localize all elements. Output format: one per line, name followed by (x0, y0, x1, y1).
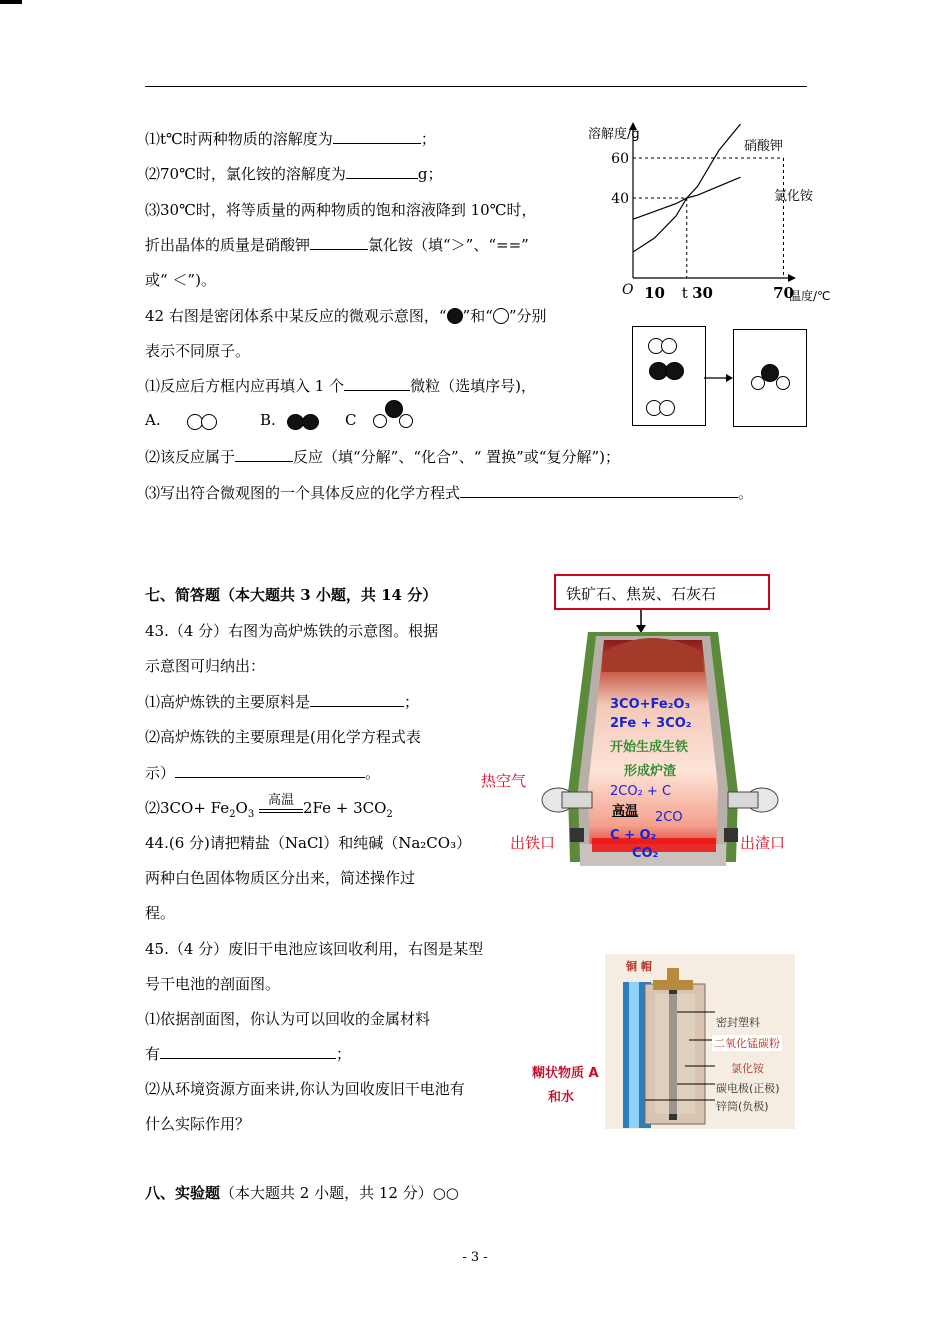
q43-line4: ⑵高炉炼铁的主要原理是(用化学方程式表 (145, 728, 421, 746)
answer-blank[interactable] (310, 692, 404, 707)
answer-blank[interactable] (160, 1044, 336, 1059)
q41-line2: ⑵70℃时，氯化铵的溶解度为 g； (145, 165, 443, 183)
x-tick-label: 70 (773, 284, 794, 302)
q45-line2: 号干电池的剖面图。 (145, 975, 281, 993)
x-tick-label: 30 (692, 284, 713, 302)
option-b-atom[interactable] (302, 414, 319, 430)
dark-atom-icon (447, 308, 463, 324)
answer-blank[interactable] (333, 129, 421, 144)
answer-blank[interactable] (460, 483, 738, 498)
battery-carbon-label: 碳电极(正极) (716, 1082, 780, 1095)
q44-line2: 两种白色固体物质区分出来，简述操作过 (145, 869, 416, 887)
series-label: 硝酸钾 (744, 139, 784, 154)
x-tick-label: 10 (644, 284, 665, 302)
reaction-arrow-icon (704, 372, 734, 384)
q43-line5: 示） 。 (145, 764, 381, 782)
light-atom (659, 400, 675, 416)
series-line (633, 124, 741, 252)
battery-cap-label: 铜 帽 (626, 960, 652, 973)
q43-line1: 43.（4 分）右图为高炉炼铁的示意图。根据 (145, 622, 439, 640)
battery-nh4cl-label: 氯化铵 (731, 1062, 764, 1075)
q43-line3: ⑴高炉炼铁的主要原料是 ； (145, 693, 420, 711)
option-a-atom[interactable] (201, 414, 217, 430)
battery-seal-label: 密封塑料 (716, 1016, 760, 1029)
x-tick-label: t (681, 284, 688, 302)
furnace-input-label: 铁矿石、焦炭、石灰石 (566, 585, 717, 603)
page-number: - 3 - (462, 1250, 488, 1265)
q44-line1: 44.(6 分)请把精盐（NaCl）和纯碱（Na₂CO₃） (145, 834, 472, 852)
option-c-label: C (345, 411, 357, 429)
option-c-atom[interactable] (373, 414, 387, 428)
header-rule (145, 86, 807, 87)
y-tick-label: 60 (611, 151, 629, 167)
reaction-condition: 高温 (259, 803, 303, 813)
q42-line4: ⑵该反应属于 反应（填“分解”、“化合”、“ 置换”或“复分解”)； (145, 448, 620, 466)
furnace-eq3a: C + O₂ (610, 828, 657, 843)
section8-title: 八、实验题（本大题共 2 小题，共 12 分）○○ (145, 1184, 459, 1202)
answer-blank[interactable] (235, 447, 293, 462)
furnace-eq3b: CO₂ (632, 846, 659, 861)
battery-water-label: 和水 (548, 1090, 575, 1105)
q44-line3: 程。 (145, 904, 176, 922)
q41-line4: 折出晶体的质量是硝酸钾 氯化铵（填“＞”、“==” (145, 236, 529, 254)
slag-outlet-label: 出渣口 (740, 834, 786, 852)
answer-blank[interactable] (310, 235, 368, 250)
furnace-eq2-condition: 高温 (612, 804, 639, 819)
light-atom-icon (493, 308, 509, 324)
dark-atom (761, 364, 779, 382)
section7-title: 七、简答题（本大题共 3 小题，共 14 分） (145, 586, 438, 604)
iron-outlet-label: 出铁口 (510, 834, 556, 852)
x-axis-arrow-icon (788, 274, 796, 282)
answer-blank[interactable] (346, 164, 418, 179)
light-atom (776, 376, 790, 390)
x-axis-label: 温度/℃ (789, 289, 831, 303)
option-b-label: B. (260, 411, 276, 429)
furnace-eq1a: 3CO+Fe₂O₃ (610, 697, 691, 712)
q41-line5: 或“ ＜”)。 (145, 271, 216, 289)
answer-blank[interactable] (175, 763, 365, 778)
dark-atom (665, 362, 684, 380)
hot-air-label: 热空气 (481, 772, 527, 790)
option-a-label: A. (145, 411, 161, 429)
y-tick-label: 40 (611, 191, 629, 207)
q45-line1: 45.（4 分）废旧干电池应该回收利用，右图是某型 (145, 940, 484, 958)
solubility-chart (580, 118, 840, 313)
furnace-eq1b: 2Fe + 3CO₂ (610, 716, 692, 731)
q45-line4: 有 ； (145, 1045, 352, 1063)
q41-line1: ⑴t℃时两种物质的溶解度为 ； (145, 130, 436, 148)
battery-zinc-label: 锌筒(负极) (716, 1100, 769, 1113)
feed-arrow-icon (634, 610, 648, 634)
q43-answer-equation: ⑵3CO+ $Fe_2O_3$ 高温 $2Fe + 3CO_2$ (145, 793, 393, 820)
furnace-eq2a: 2CO₂ + C (610, 784, 672, 799)
y-axis-label: 溶解度/g (588, 127, 640, 142)
option-c-atom[interactable] (399, 414, 413, 428)
q42-line5: ⑶写出符合微观图的一个具体反应的化学方程式 。 (145, 484, 754, 502)
corner-mark (0, 0, 22, 4)
q42-line3: ⑴反应后方框内应再填入 1 个 微粒（选填序号)， (145, 377, 536, 395)
light-atom (661, 338, 677, 354)
q42-line1: 42 右图是密闭体系中某反应的微观示意图，“ ”和“ ”分别 (145, 307, 547, 325)
q43-line2: 示意图可归纳出： (145, 657, 266, 675)
q45-line6: 什么实际作用？ (145, 1115, 251, 1133)
origin-label: O (622, 282, 634, 298)
option-c-atom[interactable] (385, 400, 403, 418)
q42-line2: 表示不同原子。 (145, 342, 251, 360)
furnace-eq2b: 2CO (655, 810, 683, 825)
q45-line3: ⑴依据剖面图，你认为可以回收的金属材料 (145, 1010, 431, 1028)
q41-line3: ⑶30℃时，将等质量的两种物质的饱和溶液降到 10℃时， (145, 201, 537, 219)
q45-line5: ⑵从环境资源方面来讲,你认为回收废旧干电池有 (145, 1080, 465, 1098)
furnace-stage1: 开始生成生铁 (610, 740, 689, 755)
furnace-stage2: 形成炉渣 (624, 764, 677, 779)
battery-paste-label: 糊状物质 A (532, 1066, 599, 1081)
answer-blank[interactable] (344, 376, 410, 391)
battery-mno2-label: 二氧化锰碳粉 (714, 1037, 780, 1050)
series-label: 氯化铵 (774, 189, 814, 204)
